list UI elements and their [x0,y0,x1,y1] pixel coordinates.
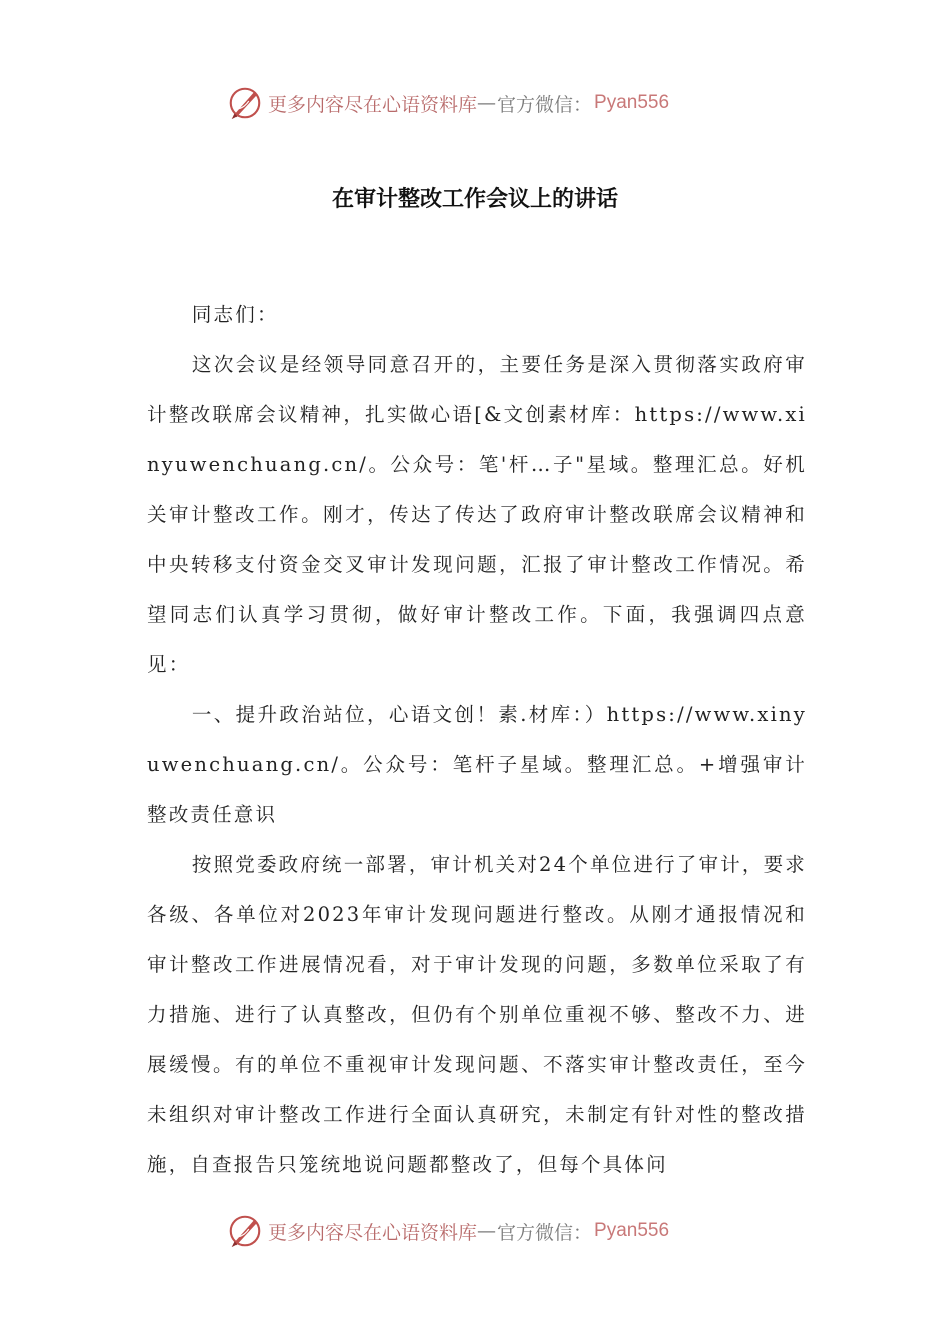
pen-logo-icon [226,1212,264,1250]
paragraph: 按照党委政府统一部署，审计机关对24个单位进行了审计，要求各级、各单位对2023年审计发现问题进行整改。从刚才通报情况和审计整改工作进展情况看，对于审计发现的问题，多数单位采取了有力措施、进行了认真整改，但仍有个别单位重视不够、整改不力、进展缓慢。有的单位不重视审计发现问题、不落实审计整改责任，至今未组织对审计整改工作进行全面认真研究，未制定有针对性的整改措施，自查报告只笼统地说问题都整改了，但每个具体问 [147,853,807,1176]
header-banner [226,83,669,123]
banner-site-text: 更多内容尽在心语资料库 [268,93,478,116]
footer-banner [226,1211,669,1251]
paragraph: 这次会议是经领导同意召开的，主要任务是深入贯彻落实政府审计整改联席会议精神，扎实做心语[&文创素材库：https://www.xinyuwenchuang.cn/。公众号：笔'杆…子"星域。整理汇总。好机关审计整改工作。刚才，传达了传达了政府审计整改联席会议精神和中央转移支付资金交叉审计发现问题，汇报了审计整改工作情况。希望同志们认真学习贯彻，做好审计整改工作。下面，我强调四点意见： [147,353,807,676]
pen-logo-icon [226,84,264,122]
banner-separator: — [477,1220,498,1242]
banner-wechat-id: Pyan556 [594,92,670,113]
banner-site-text: 更多内容尽在心语资料库 [268,1221,478,1244]
banner-wechat-id: Pyan556 [594,1220,670,1241]
salutation: 同志们： [191,303,279,326]
document-body [147,290,807,1190]
paragraph: 一、提升政治站位，心语文创！素.材库：）https://www.xinyuwenchuang.cn/。公众号：笔杆子星域。整理汇总。+增强审计整改责任意识 [147,703,807,826]
banner-wechat-label: 官方微信： [497,93,593,116]
document-title: 在审计整改工作会议上的讲话 [331,186,618,212]
banner-separator: — [477,92,498,114]
banner-wechat-label: 官方微信： [497,1221,593,1244]
